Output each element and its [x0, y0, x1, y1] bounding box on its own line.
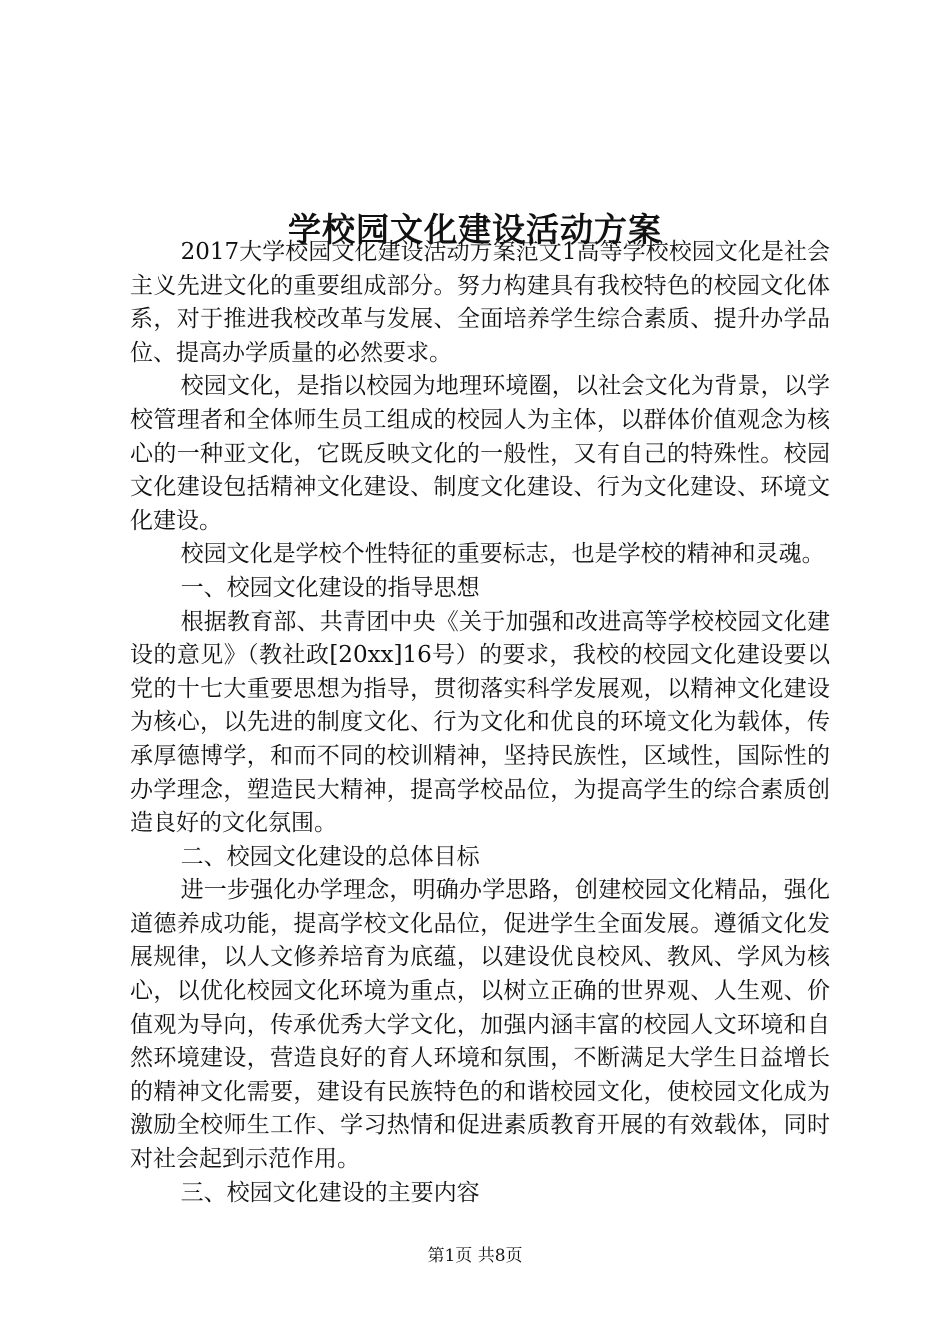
paragraph-definition: 校园文化，是指以校园为地理环境圈，以社会文化为背景，以学校管理者和全体师生员工组成的校园人为主体，以群体价值观念为核心的一种亚文化，它既反映文化的一般性，又有自己的特殊性。校园文化建设包括精神文化建设、制度文化建设、行为文化建设、环境文化建设。 [130, 373, 830, 534]
section-heading-main-content: 三、校园文化建设的主要内容 [180, 1179, 480, 1206]
document-title: 学校园文化建设活动方案 [288, 210, 662, 250]
section-heading-guiding-ideology: 一、校园文化建设的指导思想 [180, 574, 480, 601]
section-heading-overall-goal: 二、校园文化建设的总体目标 [180, 843, 480, 870]
paragraph-guiding-ideology: 根据教育部、共青团中央《关于加强和改进高等学校校园文化建设的意见》（教社政[20xx]16号）的要求，我校的校园文化建设要以党的十七大重要思想为指导，贯彻落实科学发展观，以精神文化建设为核心，以先进的制度文化、行为文化和优良的环境文化为载体，传承厚德博学，和而不同的校训精神，坚持民族性，区域性，国际性的办学理念，塑造民大精神，提高学校品位，为提高学生的综合素质创造良好的文化氛围。 [130, 608, 830, 837]
page-number-footer: 第1页 共8页 [427, 1246, 523, 1266]
paragraph-significance: 校园文化是学校个性特征的重要标志，也是学校的精神和灵魂。 [180, 541, 825, 568]
paragraph-overall-goal: 进一步强化办学理念，明确办学思路，创建校园文化精品，强化道德养成功能，提高学校文化品位，促进学生全面发展。遵循文化发展规律，以人文修养培育为底蕴，以建设优良校风、教风、学风为核心，以优化校园文化环境为重点，以树立正确的世界观、人生观、价值观为导向，传承优秀大学文化，加强内涵丰富的校园人文环境和自然环境建设，营造良好的育人环境和氛围，不断满足大学生日益增长的精神文化需要，建设有民族特色的和谐校园文化，使校园文化成为激励全校师生工作、学习热情和促进素质教育开展的有效载体，同时对社会起到示范作用。 [130, 877, 830, 1173]
document-body [130, 236, 830, 1210]
paragraph-intro: 2017大学校园文化建设活动方案范文1高等学校校园文化是社会主义先进文化的重要组成部分。努力构建具有我校特色的校园文化体系，对于推进我校改革与发展、全面培养学生综合素质、提升办学品位、提高办学质量的必然要求。 [130, 239, 830, 366]
